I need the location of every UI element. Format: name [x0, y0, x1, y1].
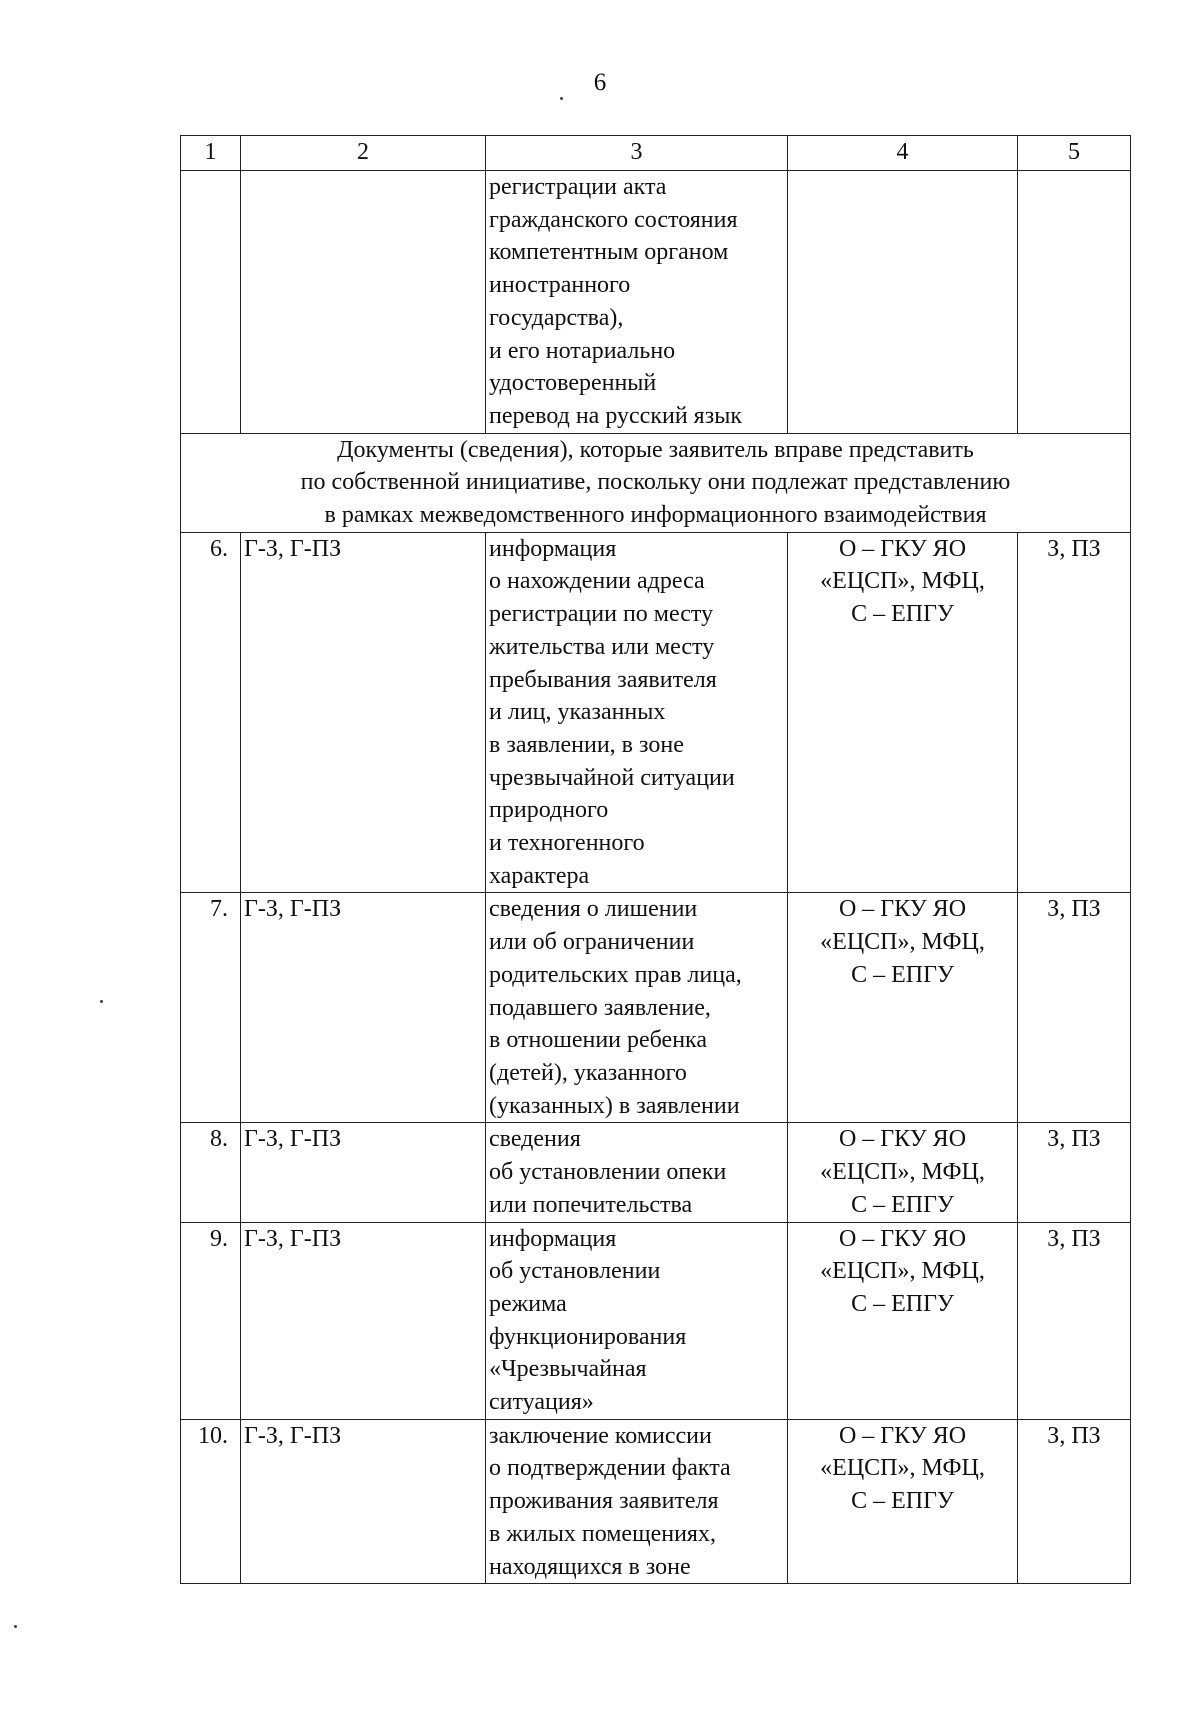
- scan-speck: [14, 1625, 17, 1628]
- application-type: З, ПЗ: [1018, 893, 1131, 1123]
- column-header: 3: [486, 136, 788, 171]
- scan-speck: [560, 97, 563, 100]
- empty-cell: [181, 171, 241, 434]
- row-number: 9.: [181, 1222, 241, 1419]
- source-info: О – ГКУ ЯО «ЕЦСП», МФЦ, С – ЕПГУ: [788, 1222, 1018, 1419]
- column-header: 4: [788, 136, 1018, 171]
- page-number: 6: [593, 69, 607, 96]
- table-row: [181, 1222, 1131, 1419]
- category-codes: Г-З, Г-ПЗ: [241, 1123, 486, 1222]
- category-codes: Г-З, Г-ПЗ: [241, 1419, 486, 1584]
- column-header: 5: [1018, 136, 1131, 171]
- table-header-row: [181, 136, 1131, 171]
- document-description: информация о нахождении адреса регистрации по месту жительства или месту пребывания заявителя и лиц, указанных в заявлении, в зоне чрезвычайной ситуации природного и техногенного характера: [486, 532, 788, 893]
- category-codes: Г-З, Г-ПЗ: [241, 893, 486, 1123]
- document-description: сведения о лишении или об ограничении родительских прав лица, подавшего заявление, в отношении ребенка (детей), указанного (указанных) в заявлении: [486, 893, 788, 1123]
- source-info: О – ГКУ ЯО «ЕЦСП», МФЦ, С – ЕПГУ: [788, 532, 1018, 893]
- application-type: З, ПЗ: [1018, 1222, 1131, 1419]
- document-description: информация об установлении режима функционирования «Чрезвычайная ситуация»: [486, 1222, 788, 1419]
- table-row: [181, 1123, 1131, 1222]
- section-heading: Документы (сведения), которые заявитель вправе представить по собственной инициативе, поскольку они подлежат представлению в рамках межведомственного информационного взаимодействия: [181, 433, 1131, 532]
- application-type: З, ПЗ: [1018, 1419, 1131, 1584]
- column-header: 1: [181, 136, 241, 171]
- row-number: 7.: [181, 893, 241, 1123]
- source-info: О – ГКУ ЯО «ЕЦСП», МФЦ, С – ЕПГУ: [788, 1419, 1018, 1584]
- category-codes: Г-З, Г-ПЗ: [241, 532, 486, 893]
- row-number: 6.: [181, 532, 241, 893]
- empty-cell: [1018, 171, 1131, 434]
- section-heading-row: [181, 433, 1131, 532]
- application-type: З, ПЗ: [1018, 1123, 1131, 1222]
- table-row: [181, 532, 1131, 893]
- source-info: О – ГКУ ЯО «ЕЦСП», МФЦ, С – ЕПГУ: [788, 1123, 1018, 1222]
- source-info: О – ГКУ ЯО «ЕЦСП», МФЦ, С – ЕПГУ: [788, 893, 1018, 1123]
- row-number: 10.: [181, 1419, 241, 1584]
- empty-cell: [241, 171, 486, 434]
- documents-table: [180, 135, 1131, 1584]
- table-row: [181, 1419, 1131, 1584]
- column-header: 2: [241, 136, 486, 171]
- scan-speck: [100, 1000, 103, 1003]
- document-description: сведения об установлении опеки или попечительства: [486, 1123, 788, 1222]
- application-type: З, ПЗ: [1018, 532, 1131, 893]
- empty-cell: [788, 171, 1018, 434]
- document-description: регистрации акта гражданского состояния компетентным органом иностранного государства), и его нотариально удостоверенный перевод на русский язык: [486, 171, 788, 434]
- document-description: заключение комиссии о подтверждении факта проживания заявителя в жилых помещениях, находящихся в зоне: [486, 1419, 788, 1584]
- table-row: [181, 171, 1131, 434]
- table-row: [181, 893, 1131, 1123]
- category-codes: Г-З, Г-ПЗ: [241, 1222, 486, 1419]
- row-number: 8.: [181, 1123, 241, 1222]
